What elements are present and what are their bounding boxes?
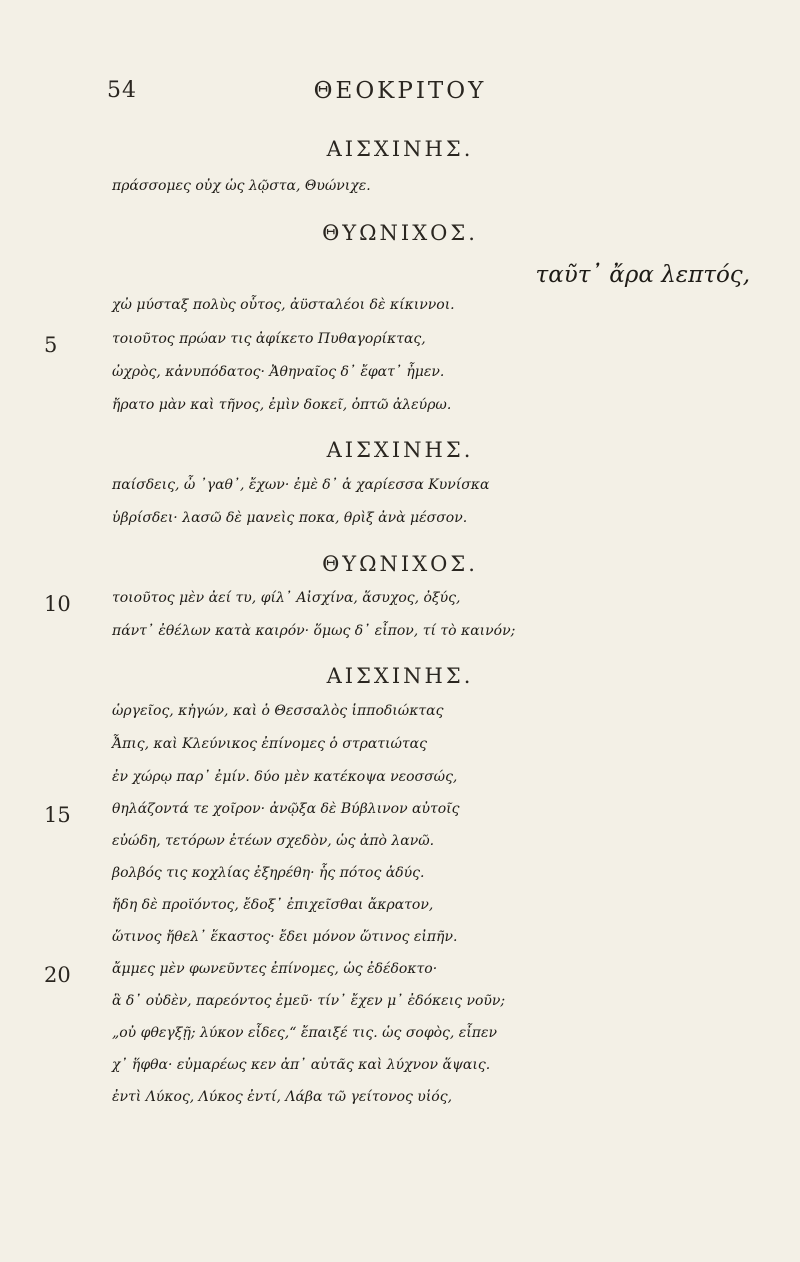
speaker-heading: ΑΙΣΧΙΝΗΣ.: [326, 137, 474, 161]
verse-line: παίσδεις, ὦ ᾽γαθ᾽, ἔχων· ἐμὲ δ᾽ ἁ χαρίεσσα Κυνίσκα: [112, 477, 490, 493]
page-number: 54: [107, 78, 137, 103]
verse-line: θηλάζοντά τε χοῖρον· ἀνῷξα δὲ Βύβλινον αὐτοῖς: [112, 801, 460, 817]
verse-line: πράσσομες οὐχ ὡς λῷστα, Θυώνιχε.: [112, 178, 371, 194]
verse-line: ταῦτ᾽ ἄρα λεπτός,: [535, 262, 750, 288]
verse-line: Ἆπις, καὶ Κλεύνικος ἐπίνομες ὁ στρατιώτας: [112, 736, 427, 752]
speaker-heading: ΘΥΩΝΙΧΟΣ.: [322, 221, 478, 245]
verse-line: ἄμμες μὲν φωνεῦντες ἐπίνομες, ὡς ἐδέδοκτο·: [112, 961, 438, 977]
verse-line: ὡργεῖος, κἠγών, καὶ ὁ Θεσσαλὸς ἱπποδιώκτας: [112, 703, 444, 719]
verse-line: ὑβρίσδει· λασῶ δὲ μανεὶς ποκα, θρὶξ ἀνὰ μέσσον.: [112, 510, 468, 526]
verse-line: ἤδη δὲ προϊόντος, ἔδοξ᾽ ἐπιχεῖσθαι ἄκρατον,: [112, 897, 434, 913]
verse-line: ἐν χώρῳ παρ᾽ ἐμίν. δύο μὲν κατέκοψα νεοσσώς,: [112, 769, 458, 785]
verse-line: ὥτινος ἤθελ᾽ ἕκαστος· ἔδει μόνον ὥτινος εἰπῆν.: [112, 929, 458, 945]
verse-line: εὐώδη, τετόρων ἐτέων σχεδὸν, ὡς ἀπὸ λανῶ.: [112, 833, 435, 849]
line-number: 10: [44, 592, 71, 616]
line-number: 5: [44, 333, 58, 357]
verse-line: ἐντὶ Λύκος, Λύκος ἐντί, Λάβα τῶ γείτονος υἱός,: [112, 1089, 453, 1105]
running-title: ΘΕΟΚΡΙΤΟΥ: [313, 78, 487, 104]
verse-line: „οὐ φθεγξῇ; λύκον εἶδες,“ ἔπαιξέ τις. ὡς σοφὸς, εἶπεν: [112, 1025, 498, 1041]
speaker-heading: ΑΙΣΧΙΝΗΣ.: [326, 438, 474, 462]
speaker-heading: ΑΙΣΧΙΝΗΣ.: [326, 664, 474, 688]
verse-line: ὠχρὸς, κἀνυπόδατος· Ἀθηναῖος δ᾽ ἔφατ᾽ ἦμεν.: [112, 364, 445, 380]
line-number: 20: [44, 963, 71, 987]
verse-line: χὠ μύσταξ πολὺς οὗτος, ἀϋσταλέοι δὲ κίκιννοι.: [112, 297, 455, 313]
verse-line: ἤρατο μὰν καὶ τῆνος, ἐμὶν δοκεῖ, ὀπτῶ ἀλεύρω.: [112, 397, 452, 413]
verse-line: τοιοῦτος πρώαν τις ἀφίκετο Πυθαγορίκτας,: [112, 331, 426, 347]
verse-line: πάντ᾽ ἐθέλων κατὰ καιρόν· ὅμως δ᾽ εἶπον, τί τὸ καινόν;: [112, 623, 516, 639]
line-number: 15: [44, 803, 71, 827]
speaker-heading: ΘΥΩΝΙΧΟΣ.: [322, 552, 478, 576]
verse-line: τοιοῦτος μὲν ἀεί τυ, φίλ᾽ Αἰσχίνα, ἅσυχος, ὀξύς,: [112, 590, 461, 606]
verse-line: βολβός τις κοχλίας ἐξηρέθη· ἧς πότος ἁδύς.: [112, 865, 425, 881]
verse-line: ἃ δ᾽ οὐδὲν, παρεόντος ἐμεῦ· τίν᾽ ἔχεν μ᾽ ἐδόκεις νοῦν;: [112, 993, 506, 1009]
verse-line: χ᾽ ἥφθα· εὐμαρέως κεν ἀπ᾽ αὐτᾶς καὶ λύχνον ἅψαις.: [112, 1057, 491, 1073]
